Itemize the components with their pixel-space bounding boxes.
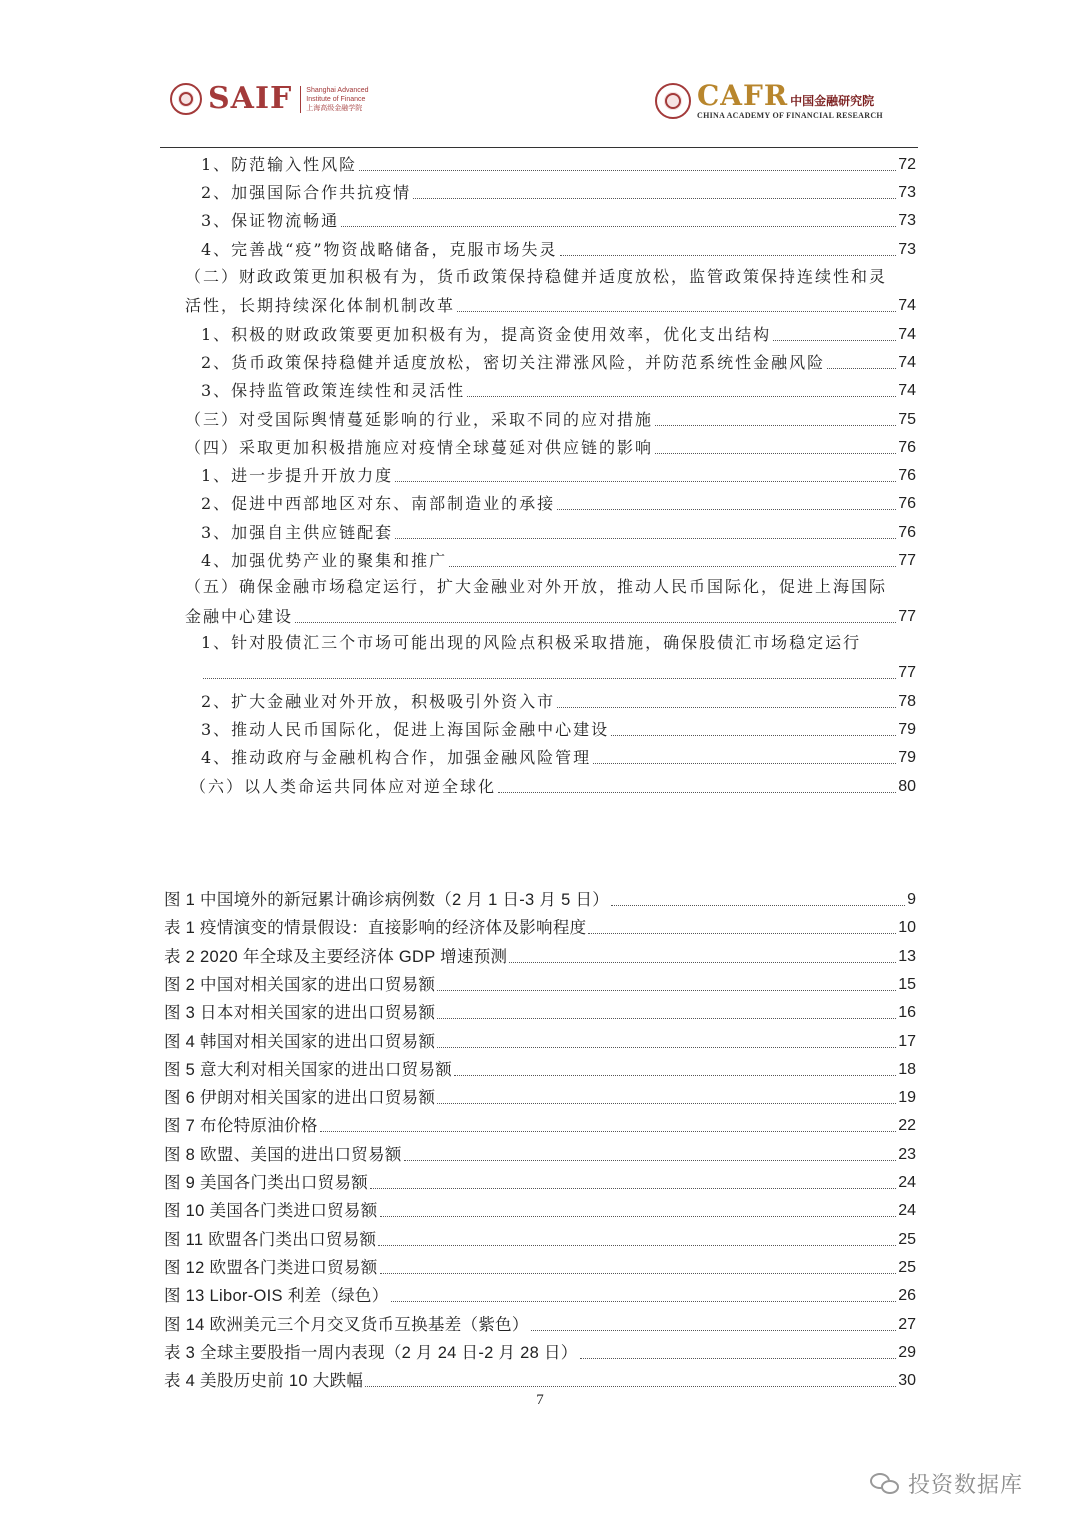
university-seal-icon <box>655 83 691 119</box>
toc-entry[interactable]: （四）采取更加积极措施应对疫情全球蔓延对供应链的影响 76 <box>185 438 916 457</box>
figure-entry[interactable]: 图 1 中国境外的新冠累计确诊病例数（2 月 1 日-3 月 5 日） 9 <box>164 891 916 909</box>
watermark <box>870 1468 1023 1499</box>
watermark-text: 投资数据库 <box>908 1473 1024 1498</box>
figure-entry[interactable]: 图 12 欧盟各门类进口贸易额 25 <box>164 1259 916 1277</box>
saif-logo <box>170 82 369 116</box>
toc-entry-line1[interactable]: （五）确保金融市场稳定运行，扩大金融业对外开放，推动人民币国际化，促进上海国际 <box>185 577 888 596</box>
toc-entry[interactable]: 2、加强国际合作共抗疫情 73 <box>201 183 916 202</box>
toc-entry[interactable]: 77 <box>201 656 916 684</box>
toc-entry[interactable]: 4、加强优势产业的聚集和推广 77 <box>201 551 916 570</box>
saif-wordmark: SAIF <box>208 81 293 116</box>
toc-entry[interactable]: 1、防范输入性风险 72 <box>201 155 916 174</box>
figure-entry[interactable]: 图 7 布伦特原油价格 22 <box>164 1117 916 1135</box>
figure-entry[interactable]: 图 4 韩国对相关国家的进出口贸易额 17 <box>164 1033 916 1051</box>
toc-entry[interactable]: 4、完善战“疫”物资战略储备，克服市场失灵 73 <box>201 240 916 259</box>
toc-entry[interactable]: 1、进一步提升开放力度 76 <box>201 466 916 485</box>
toc-entry[interactable]: 2、促进中西部地区对东、南部制造业的承接 76 <box>201 494 916 513</box>
toc-entry[interactable]: （六）以人类命运共同体应对逆全球化 80 <box>190 777 916 796</box>
figure-entry[interactable]: 图 6 伊朗对相关国家的进出口贸易额 19 <box>164 1089 916 1107</box>
toc-entry[interactable]: 金融中心建设 77 <box>185 607 916 626</box>
figure-entry[interactable]: 图 13 Libor-OIS 利差（绿色） 26 <box>164 1287 916 1305</box>
toc-entry-line1[interactable]: （二）财政政策更加积极有为，货币政策保持稳健并适度放松，监管政策保持连续性和灵 <box>185 267 888 286</box>
figure-entry[interactable]: 表 4 美股历史前 10 大跌幅 30 <box>164 1372 916 1390</box>
toc-entry[interactable]: 活性，长期持续深化体制机制改革 74 <box>185 296 916 315</box>
figure-entry[interactable]: 表 3 全球主要股指一周内表现（2 月 24 日-2 月 28 日） 29 <box>164 1344 916 1362</box>
toc-entry[interactable]: 3、加强自主供应链配套 76 <box>201 523 916 542</box>
toc-entry[interactable]: （三）对受国际舆情蔓延影响的行业，采取不同的应对措施 75 <box>185 410 916 429</box>
cafr-english-name: CHINA ACADEMY OF FINANCIAL RESEARCH <box>697 111 883 120</box>
figure-entry[interactable]: 图 3 日本对相关国家的进出口贸易额 16 <box>164 1004 916 1022</box>
toc-entry[interactable]: 2、货币政策保持稳健并适度放松，密切关注滞涨风险，并防范系统性金融风险 74 <box>201 353 916 372</box>
cafr-wordmark: CAFR <box>697 79 789 112</box>
wechat-icon <box>870 1473 900 1495</box>
figure-entry[interactable]: 图 8 欧盟、美国的进出口贸易额 23 <box>164 1146 916 1164</box>
cafr-chinese-name: 中国金融研究院 <box>790 94 875 108</box>
figure-entry[interactable]: 表 2 2020 年全球及主要经济体 GDP 增速预测 13 <box>164 948 916 966</box>
toc-entry[interactable]: 3、保持监管政策连续性和灵活性 74 <box>201 381 916 400</box>
saif-subtitle: Shanghai Advanced Institute of Finance 上海高级金融学院 <box>300 86 368 113</box>
toc-entry[interactable]: 3、保证物流畅通 73 <box>201 211 916 230</box>
toc-entry[interactable]: 1、积极的财政政策要更加积极有为，提高资金使用效率，优化支出结构 74 <box>201 325 916 344</box>
university-seal-icon <box>170 83 202 115</box>
figure-entry[interactable]: 图 9 美国各门类出口贸易额 24 <box>164 1174 916 1192</box>
figure-entry[interactable]: 图 14 欧洲美元三个月交叉货币互换基差（紫色） 27 <box>164 1316 916 1334</box>
page-header <box>0 0 1080 150</box>
toc-entry[interactable]: 3、推动人民币国际化，促进上海国际金融中心建设 79 <box>201 720 916 739</box>
cafr-logo <box>655 79 883 120</box>
figure-entry[interactable]: 图 5 意大利对相关国家的进出口贸易额 18 <box>164 1061 916 1079</box>
figure-entry[interactable]: 图 10 美国各门类进口贸易额 24 <box>164 1202 916 1220</box>
toc-entry[interactable]: 4、推动政府与金融机构合作，加强金融风险管理 79 <box>201 748 916 767</box>
page-number: 7 <box>536 1392 544 1408</box>
figure-entry[interactable]: 图 11 欧盟各门类出口贸易额 25 <box>164 1231 916 1249</box>
toc-entry-line1[interactable]: 1、针对股债汇三个市场可能出现的风险点积极采取措施，确保股债汇市场稳定运行 <box>201 633 862 652</box>
figure-entry[interactable]: 表 1 疫情演变的情景假设：直接影响的经济体及影响程度 10 <box>164 919 916 937</box>
toc-entry[interactable]: 2、扩大金融业对外开放，积极吸引外资入市 78 <box>201 692 916 711</box>
figure-entry[interactable]: 图 2 中国对相关国家的进出口贸易额 15 <box>164 976 916 994</box>
